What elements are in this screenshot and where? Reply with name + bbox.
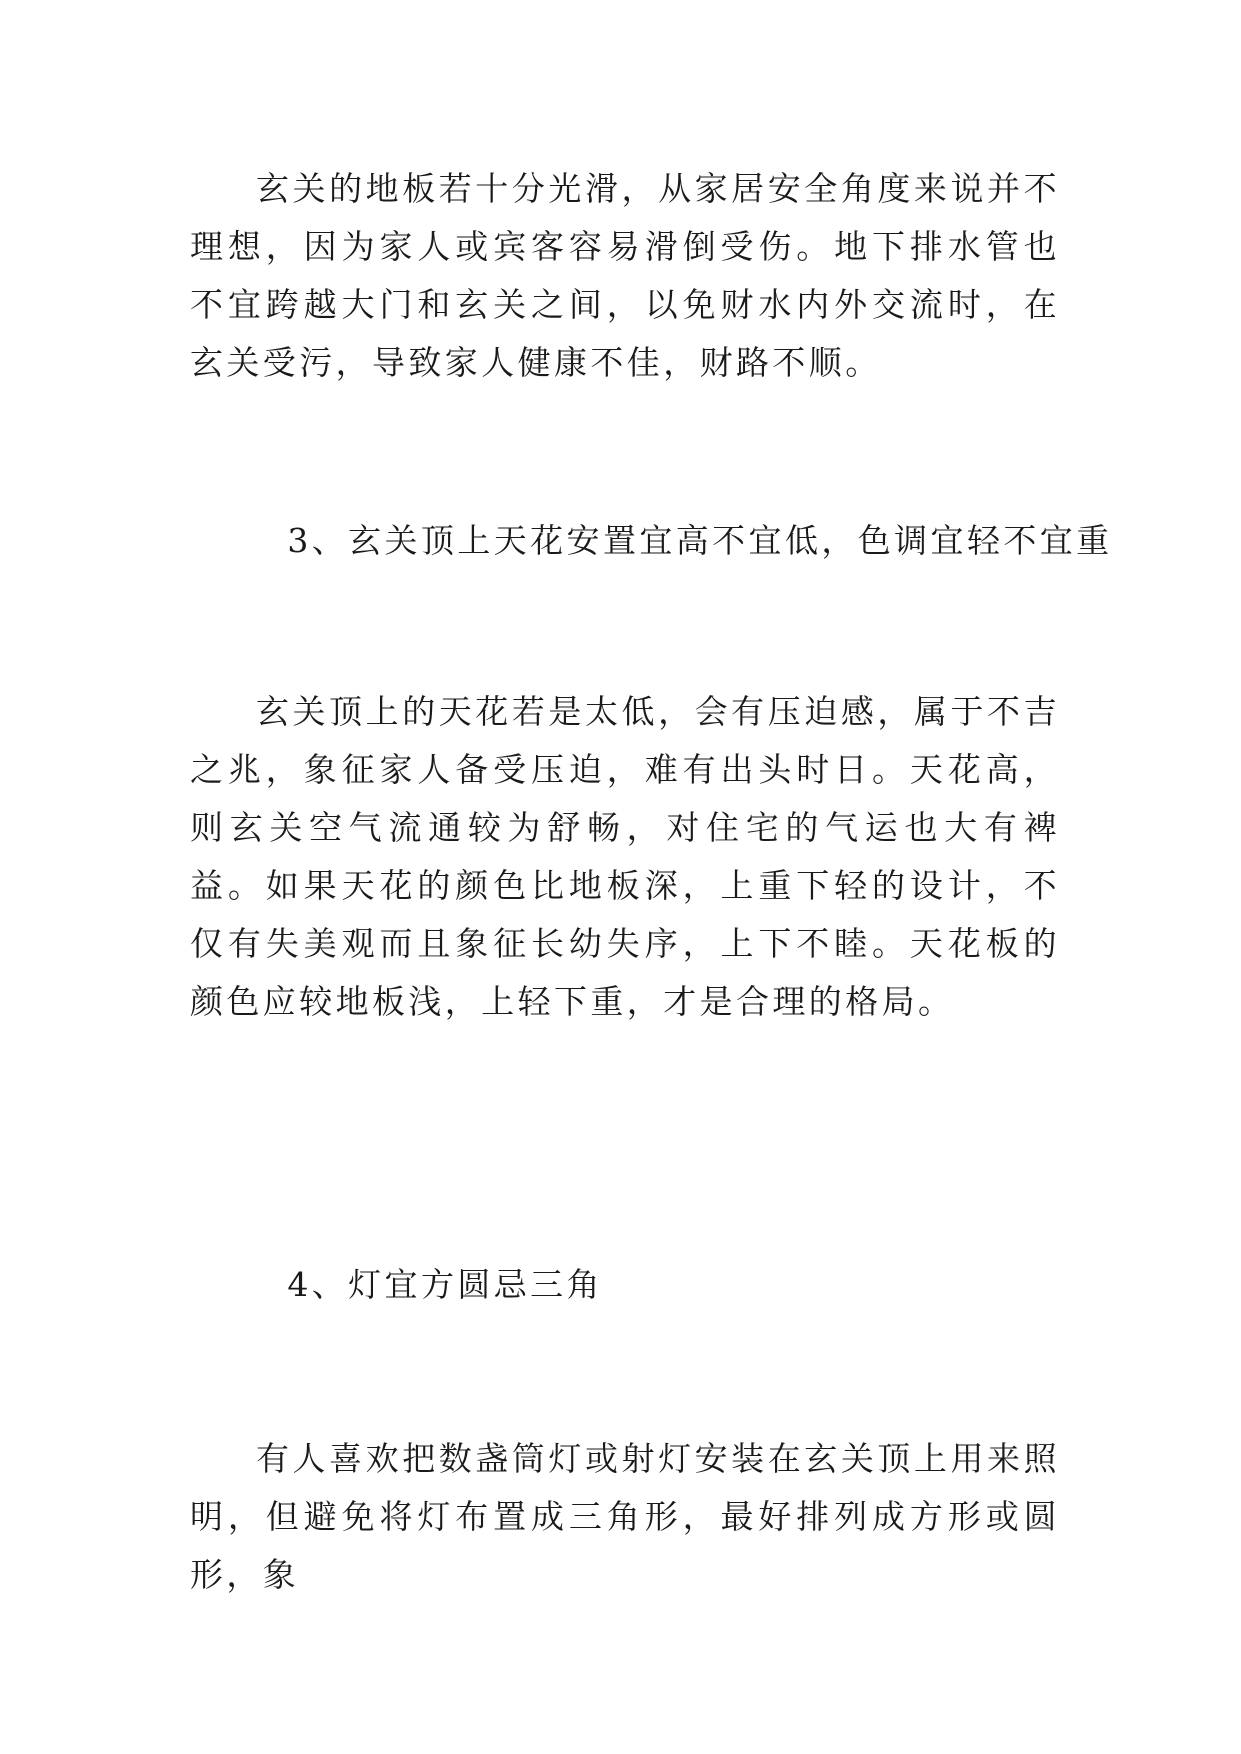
heading-lighting-section: 4、灯宜方圆忌三角 [287,1265,603,1304]
paragraph-ceiling-height: 玄关顶上的天花若是太低，会有压迫感，属于不吉之兆，象征家人备受压迫，难有出头时日。天花高，则玄关空气流通较为舒畅，对住宅的气运也大有裨益。如果天花的颜色比地板深，上重下轻的设计，不仅有失美观而且象征长幼失序，上下不睦。天花板的颜色应较地板浅，上轻下重，才是合理的格局。 [190,692,1060,1021]
paragraph-floor-drainage: 玄关的地板若十分光滑，从家居安全角度来说并不理想，因为家人或宾客容易滑倒受伤。地下排水管也不宜跨越大门和玄关之间，以免财水内外交流时，在玄关受污，导致家人健康不佳，财路不顺。 [190,169,1060,382]
heading-ceiling-section: 3、玄关顶上天花安置宜高不宜低，色调宜轻不宜重 [287,521,1113,560]
paragraph-lighting-layout: 有人喜欢把数盏筒灯或射灯安装在玄关顶上用来照明，但避免将灯布置成三角形，最好排列成方形或圆形，象 [190,1439,1060,1594]
